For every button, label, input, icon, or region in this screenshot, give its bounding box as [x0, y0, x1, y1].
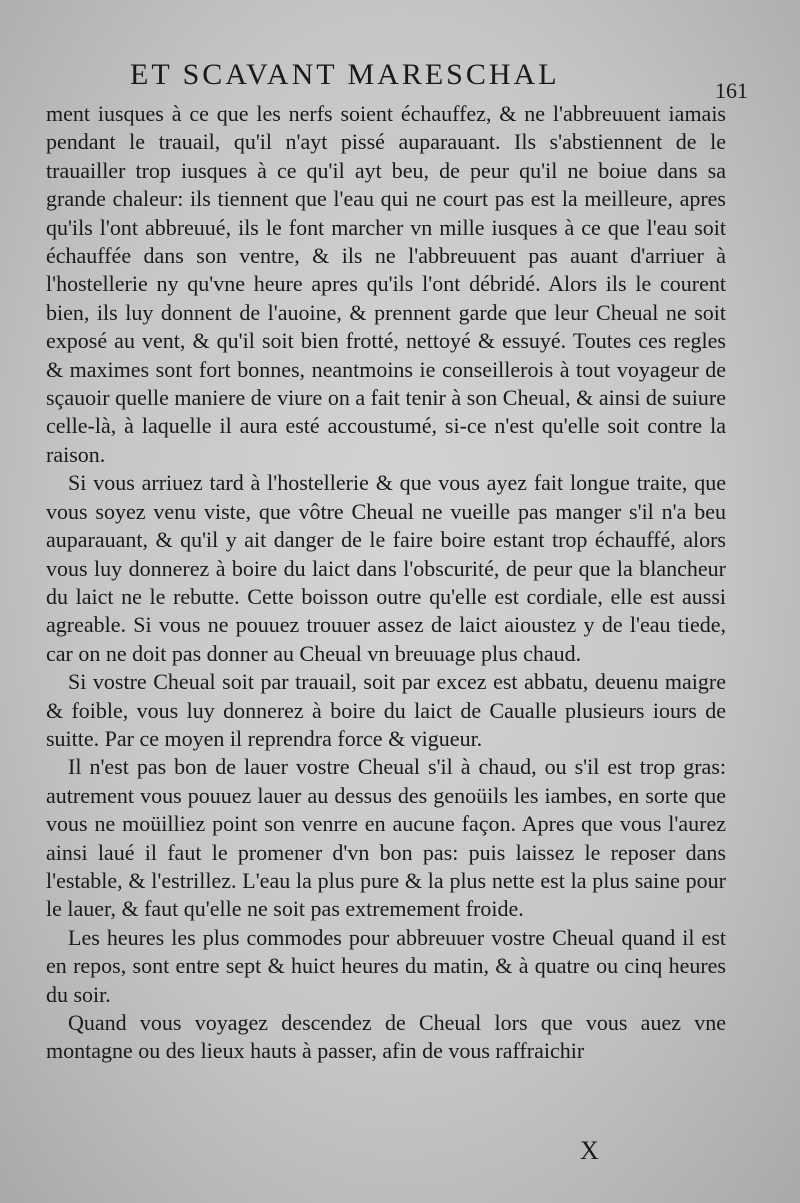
- body-text: [46, 100, 726, 1066]
- paragraph: Il n'est pas bon de lauer vostre Cheual s'il à chaud, ou s'il est trop gras: autrement vous pouuez lauer au dessus des genoüils les iambes, en sorte que vous ne moüilliez point son venrre en aucune façon. Apres que vous l'aurez ainsi laué il faut le promener d'vn bon pas: puis laissez le reposer dans l'estable, & l'estrillez. L'eau la plus pure & la plus nette est la plus saine pour le lauer, & faut qu'elle ne soit pas extremement froide.: [46, 754, 726, 922]
- paragraph: Si vous arriuez tard à l'hostellerie & que vous ayez fait longue traite, que vous soyez venu viste, que vôtre Cheual ne vueille pas manger s'il n'a beu auparauant, & qu'il y ait danger de le faire boire estant trop échauffé, alors vous luy donnerez à boire du laict dans l'obscurité, de peur que la blancheur du laict ne le rebutte. Cette boisson outre qu'elle est cordiale, elle est aussi agreable. Si vous ne pouuez trouuer assez de laict aioustez y de l'eau tiede, car on ne doit pas donner au Cheual vn breuuage plus chaud.: [46, 470, 726, 666]
- signature-mark: X: [580, 1136, 599, 1165]
- paragraph: Les heures les plus commodes pour abbreuuer vostre Cheual quand il est en repos, sont entre sept & huict heures du matin, & à quatre ou cinq heures du soir.: [46, 924, 726, 1007]
- paragraph: Si vostre Cheual soit par trauail, soit par excez est abbatu, deuenu maigre & foible, vous luy donnerez à boire du laict de Caualle plusieurs iours de suitte. Par ce moyen il reprendra force & vigueur.: [46, 669, 726, 751]
- page-number: 161: [715, 78, 748, 103]
- paragraph: Quand vous voyagez descendez de Cheual lors que vous auez vne montagne ou des lieux hauts à passer, afin de vous raffraichir: [46, 1010, 726, 1064]
- paragraph: ment iusques à ce que les nerfs soient échauffez, & ne l'abbreuuent iamais pendant le trauail, qu'il n'ayt pissé auparauant. Ils s'abstiennent de le trauailler trop iusques à ce qu'il ayt beu, de peur qu'il ne boiue dans sa grande chaleur: ils tiennent que l'eau qui ne court pas est la meilleure, apres qu'ils l'ont abbreuué, ils le font marcher vn mille iusques à ce que l'eau soit échauffée dans son ventre, & ils ne l'abbreuuent pas auant d'arriuer à l'hostellerie ny qu'vne heure apres qu'ils l'ont débridé. Alors ils le courent bien, ils luy donnent de l'auoine, & prennent garde que leur Cheual ne soit exposé au vent, & qu'il soit bien frotté, nettoyé & essuyé. Toutes ces regles & maximes sont fort bonnes, neantmoins ie conseillerois à tout voyageur de sçauoir quelle maniere de viure on a fait tenir à son Cheual, & ainsi de suiure celle-là, à laquelle il aura esté accoustumé, si-ce n'est qu'elle soit contre la raison.: [46, 101, 726, 467]
- running-title: ET SCAVANT MARESCHAL: [130, 58, 560, 91]
